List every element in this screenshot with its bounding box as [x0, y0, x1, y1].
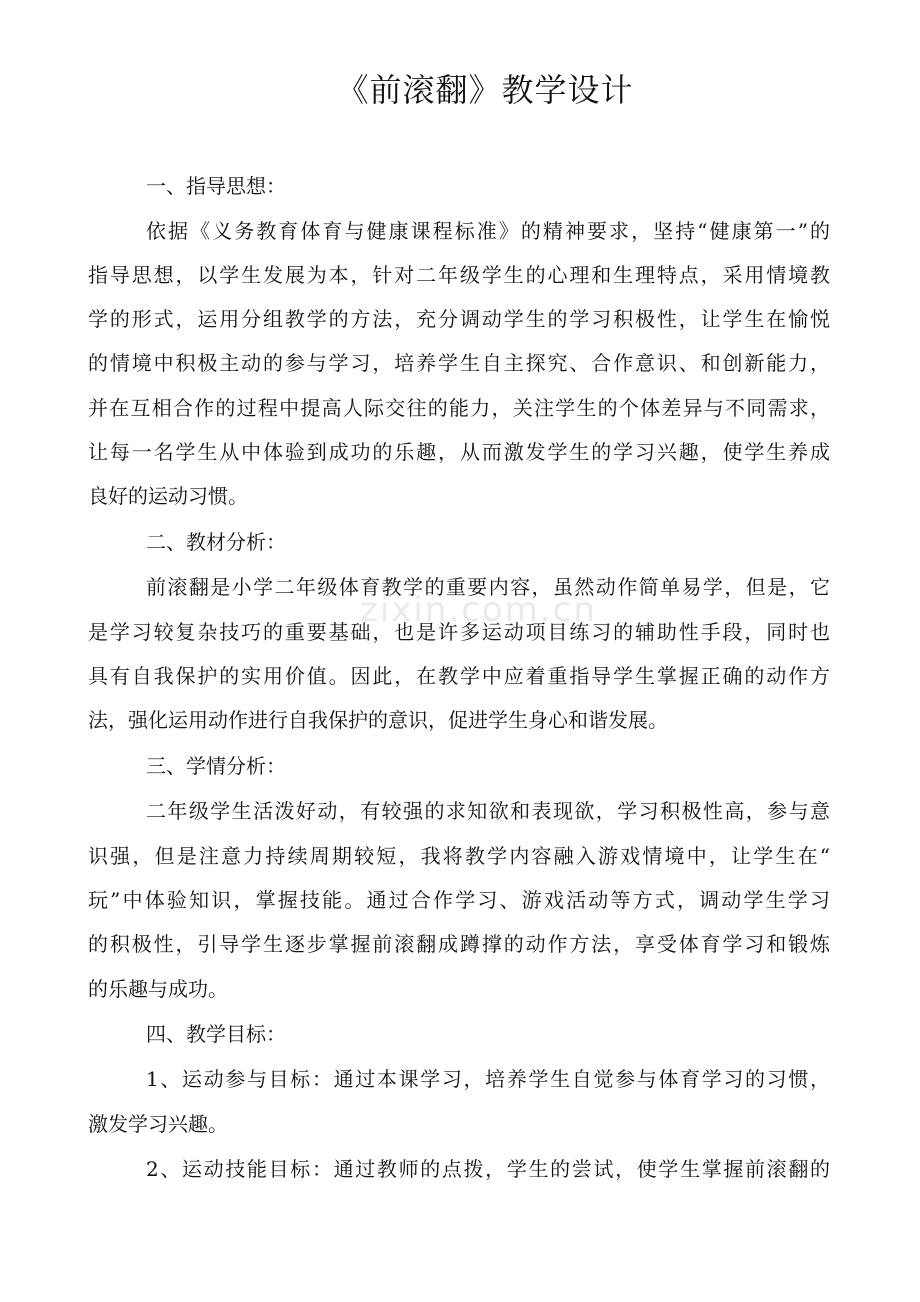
- paragraph-line: 二年级学生活泼好动，有较强的求知欲和表现欲，学习积极性高，参与意: [146, 799, 830, 823]
- paragraph-line: 指导思想，以学生发展为本，针对二年级学生的心理和生理特点，采用情境教: [88, 263, 830, 287]
- paragraph-line: 具有自我保护的实用价值。因此，在教学中应着重指导学生掌握正确的动作方: [88, 664, 830, 688]
- document-title: 《前滚翻》教学设计: [336, 71, 634, 109]
- section-heading-learner-analysis: 三、学情分析：: [146, 754, 286, 778]
- paragraph-line: 玩”中体验知识，掌握技能。通过合作学习、游戏活动等方式，调动学生学习: [88, 888, 830, 912]
- paragraph-line: 前滚翻是小学二年级体育教学的重要内容，虽然动作简单易学，但是，它: [146, 575, 830, 599]
- paragraph-line: 2、运动技能目标：通过教师的点拨，学生的尝试，使学生掌握前滚翻的: [146, 1157, 830, 1181]
- paragraph-line: 的乐趣与成功。: [88, 977, 228, 1001]
- paragraph-line: 识强，但是注意力持续周期较短，我将教学内容融入游戏情境中，让学生在“: [88, 844, 830, 868]
- paragraph-line: 让每一名学生从中体验到成功的乐趣，从而激发学生的学习兴趣，使学生养成: [88, 440, 830, 464]
- paragraph-line: 学的形式，运用分组教学的方法，充分调动学生的学习积极性，让学生在愉悦: [88, 307, 830, 331]
- paragraph-line: 1、运动参与目标：通过本课学习，培养学生自觉参与体育学习的习惯，: [146, 1067, 830, 1091]
- paragraph-line: 激发学习兴趣。: [88, 1112, 228, 1136]
- paragraph-line: 是学习较复杂技巧的重要基础，也是许多运动项目练习的辅助性手段，同时也: [88, 620, 830, 644]
- paragraph-line: 依据《义务教育体育与健康课程标准》的精神要求，坚持“健康第一”的: [146, 219, 830, 243]
- paragraph-line: 法，强化运用动作进行自我保护的意识，促进学生身心和谐发展。: [88, 708, 668, 732]
- paragraph-line: 并在互相合作的过程中提高人际交往的能力，关注学生的个体差异与不同需求，: [88, 396, 830, 420]
- section-heading-guiding-thought: 一、指导思想：: [146, 174, 286, 198]
- section-heading-teaching-goals: 四、教学目标：: [146, 1022, 286, 1046]
- paragraph-line: 的情境中积极主动的参与学习，培养学生自主探究、合作意识、和创新能力，: [88, 351, 830, 375]
- watermark: zixin.com.cn: [360, 590, 597, 630]
- paragraph-line: 的积极性，引导学生逐步掌握前滚翻成蹲撑的动作方法，享受体育学习和锻炼: [88, 932, 830, 956]
- paragraph-line: 良好的运动习惯。: [88, 484, 248, 508]
- section-heading-material-analysis: 二、教材分析：: [146, 530, 286, 554]
